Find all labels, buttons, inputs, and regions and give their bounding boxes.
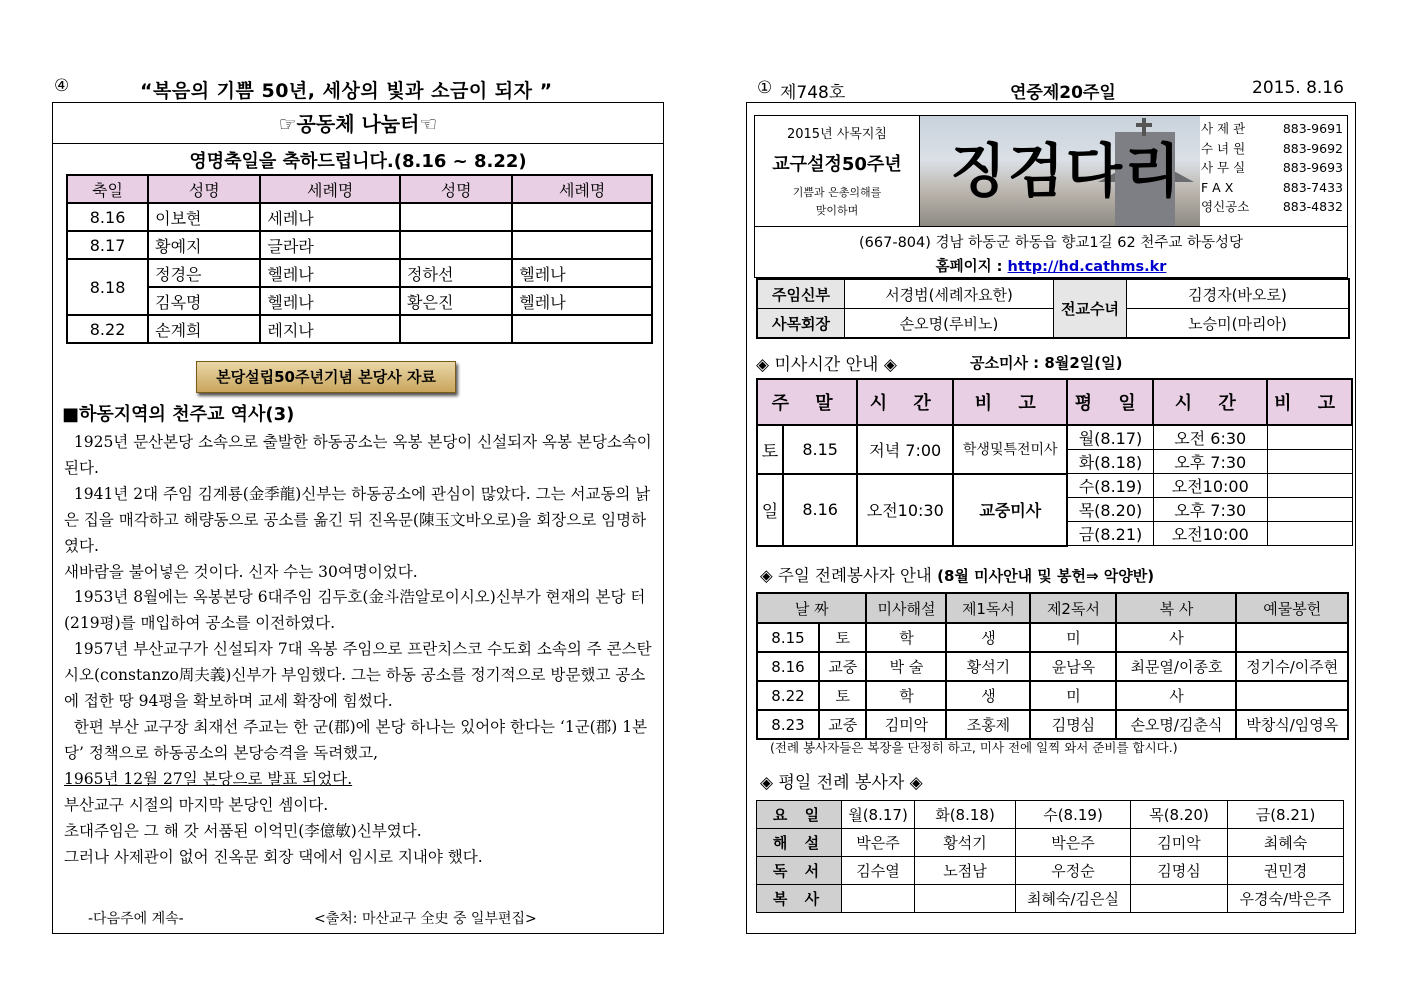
server-reading2: 미 (1030, 681, 1116, 710)
contact-value: 883-9691 (1282, 121, 1343, 136)
church-address: (667-804) 경남 하동군 하동읍 향교1길 62 천주교 하동성당 (859, 235, 1243, 251)
homepage (754, 255, 1348, 276)
feast-baptism (512, 315, 652, 343)
server-reading2: 윤남옥 (1030, 652, 1116, 681)
feast-header-baptism: 세례명 (260, 175, 400, 203)
server-altar: 사 (1116, 681, 1236, 710)
feast-name (400, 315, 512, 343)
server-header: 예물봉헌 (1236, 593, 1348, 623)
table-row (757, 710, 1348, 739)
community-header: ☞공동체 나눔터☜ (52, 104, 664, 144)
table-row (757, 623, 1348, 652)
server-commentary: 박 술 (866, 652, 946, 681)
mass-weekday-note (1267, 522, 1352, 546)
feast-title: 영명축일을 축하드립니다.(8.16 ~ 8.22) (189, 151, 527, 172)
mass-header: 주 말 (757, 379, 857, 425)
server-header: 제1독서 (946, 593, 1030, 623)
table-row (757, 829, 1344, 857)
contact-value: 883-9693 (1282, 160, 1343, 176)
weekday-commentary: 박은주 (1016, 829, 1131, 857)
staff-pastor: 서경범(세례자요한) (845, 279, 1054, 309)
history-paragraph: 1925년 문산본당 소속으로 출발한 하동공소는 옥봉 본당이 신설되자 옥봉 본당소속이 된다. (64, 433, 657, 477)
mass-weekend-day: 토 (757, 425, 783, 474)
server-commentary: 학 (866, 623, 946, 652)
feast-date: 8.17 (67, 231, 148, 259)
server-header: 미사해설 (866, 593, 946, 623)
feast-name (400, 231, 512, 259)
feast-name (400, 203, 512, 231)
mass-weekday-day: 수(8.19) (1067, 474, 1153, 498)
mass-header: 비 고 (1267, 379, 1352, 425)
table-row (757, 885, 1344, 913)
weekday-reading: 권민경 (1228, 857, 1344, 885)
weekday-day: 월(8.17) (842, 801, 915, 829)
mass-weekday-note (1267, 450, 1352, 474)
server-reading1: 생 (946, 623, 1030, 652)
mass-weekday-time: 오후 7:30 (1153, 498, 1267, 522)
table-row (757, 309, 1349, 339)
staff-label: 사목회장 (757, 309, 845, 339)
feast-date: 8.22 (67, 315, 148, 343)
contact-label: 수 녀 원 (1201, 140, 1246, 156)
server-offering: 박창식/임영옥 (1236, 710, 1348, 739)
history-paragraph: 그러나 사제관이 없어 진옥문 회장 댁에서 임시로 지내야 했다. (64, 847, 483, 866)
feast-name: 이보현 (148, 203, 260, 231)
server-header: 복 사 (1116, 593, 1236, 623)
feast-table (66, 174, 653, 344)
feast-header-baptism: 세례명 (512, 175, 652, 203)
server-header: 제2독서 (1030, 593, 1116, 623)
contact-row (1201, 158, 1347, 178)
server-altar: 최문열/이종호 (1116, 652, 1236, 681)
contact-row (1201, 119, 1347, 139)
anniversary-banner: 본당설립50주년기념 본당사 자료 (196, 361, 456, 393)
server-reading2: 미 (1030, 623, 1116, 652)
contact-row (1201, 197, 1347, 217)
contact-row (1201, 139, 1347, 159)
contact-row (1201, 178, 1347, 198)
server-commentary: 학 (866, 681, 946, 710)
server-heading (760, 562, 1154, 586)
right-page-number: ① (757, 78, 773, 98)
mass-weekend-time: 저녁 7:00 (857, 425, 953, 474)
server-type: 교중 (819, 652, 866, 681)
server-altar: 손오명/김춘식 (1116, 710, 1236, 739)
history-paragraph: 1953년 8월에는 옥봉본당 6대주임 김두호(金斗浩알로이시오)신부가 현재의 본당 터(219평)를 매입하여 공소를 이전하였다. (64, 588, 646, 633)
table-row (67, 259, 652, 287)
contact-label: 사 제 관 (1201, 121, 1246, 136)
weekday-label: 요 일 (757, 801, 842, 829)
server-type: 교중 (819, 710, 866, 739)
table-row (67, 231, 652, 259)
homepage-label: 홈페이지 : (935, 259, 1008, 275)
mass-weekend-date: 8.16 (783, 474, 857, 546)
weekday-label: 독 서 (757, 857, 842, 885)
feast-name: 정경은 (148, 259, 260, 287)
left-page-number: ④ (54, 76, 70, 96)
table-row (757, 801, 1344, 829)
history-paragraph: 1941년 2대 주임 김계룡(金季龍)신부는 하동공소에 관심이 많았다. 그는 서교동의 낡은 집을 매각하고 해량동으로 공소를 옮긴 뒤 진옥문(陳玉文바오로)을 회장으로 임명하였다. (64, 484, 651, 555)
staff-sister: 노승미(마리아) (1127, 309, 1350, 339)
weekday-reading: 우정순 (1016, 857, 1131, 885)
weekday-server (842, 885, 915, 913)
feast-name: 황예지 (148, 231, 260, 259)
mass-weekend-note: 교중미사 (953, 474, 1067, 546)
feast-baptism (512, 203, 652, 231)
pastoral-guideline (755, 116, 920, 226)
server-offering (1236, 623, 1348, 652)
mass-weekday-note (1267, 474, 1352, 498)
pastoral-goal: 교구설정50주년 (772, 154, 902, 175)
server-reading1: 조홍제 (946, 710, 1030, 739)
feast-name: 손계희 (148, 315, 260, 343)
mass-weekend-note: 학생및특전미사 (953, 425, 1067, 474)
weekday-server: 최혜숙/김은실 (1016, 885, 1131, 913)
mass-header: 시 간 (857, 379, 953, 425)
contact-label: 영신공소 (1201, 199, 1250, 215)
history-paragraph: 부산교구 시절의 마지막 본당인 셈이다. (64, 795, 329, 814)
feast-header-name: 성명 (400, 175, 512, 203)
table-row (67, 287, 652, 315)
mass-table (756, 378, 1353, 547)
weekday-label: 복 사 (757, 885, 842, 913)
staff-council: 손오명(루비노) (845, 309, 1054, 339)
feast-name: 황은진 (400, 287, 512, 315)
mass-heading: ◈ 미사시간 안내 ◈ (756, 355, 897, 375)
server-header: 날 짜 (757, 593, 866, 623)
table-row (67, 203, 652, 231)
server-date: 8.22 (757, 681, 819, 710)
server-date: 8.15 (757, 623, 819, 652)
staff-table (756, 278, 1350, 339)
sunday-title: 연중제20주일 (1010, 83, 1116, 103)
feast-header-name: 성명 (148, 175, 260, 203)
mass-weekday-day: 월(8.17) (1067, 425, 1153, 450)
table-row (757, 652, 1348, 681)
pastoral-year: 2015년 사목지침 (786, 127, 887, 142)
weekday-label: 해 설 (757, 829, 842, 857)
contact-value: 883-9692 (1282, 140, 1343, 156)
weekday-reading: 김명심 (1131, 857, 1228, 885)
weekday-table (756, 800, 1344, 913)
table-row (757, 474, 1352, 498)
homepage-link[interactable]: http://hd.cathms.kr (1007, 259, 1167, 275)
history-paragraph: 초대주임은 그 해 갓 서품된 이억민(李億敏)신부였다. (64, 821, 422, 840)
issue-number: 제748호 (780, 83, 846, 103)
feast-name: 정하선 (400, 259, 512, 287)
pastoral-subtitle: 기쁨과 은총의해를 (792, 186, 882, 199)
feast-date: 8.16 (67, 203, 148, 231)
feast-baptism: 세레나 (260, 203, 400, 231)
contact-value: 883-7433 (1282, 179, 1343, 195)
mass-weekday-day: 목(8.20) (1067, 498, 1153, 522)
feast-header-date: 축일 (67, 175, 148, 203)
mass-weekday-day: 금(8.21) (1067, 522, 1153, 546)
server-reading1: 황석기 (946, 652, 1030, 681)
feast-name: 김옥명 (148, 287, 260, 315)
weekday-commentary: 황석기 (915, 829, 1016, 857)
weekday-reading: 노점남 (915, 857, 1016, 885)
server-type: 토 (819, 623, 866, 652)
feast-baptism: 글라라 (260, 231, 400, 259)
server-offering (1236, 681, 1348, 710)
feast-baptism: 헬레나 (512, 259, 652, 287)
history-text (64, 430, 656, 870)
table-row (757, 279, 1349, 309)
server-commentary: 김미악 (866, 710, 946, 739)
feast-baptism: 헬레나 (260, 287, 400, 315)
server-heading-text: ◈ 주일 전례봉사자 안내 (760, 566, 932, 585)
server-offering: 정기수/이주현 (1236, 652, 1348, 681)
history-underlined: 1965년 12월 27일 본당으로 발표 되었다. (64, 769, 353, 788)
table-row (67, 315, 652, 343)
history-paragraph: 새바람을 불어넣은 것이다. 신자 수는 30여명이었다. (64, 562, 418, 581)
pastoral-subtitle: 맞이하며 (815, 204, 859, 217)
weekday-commentary: 박은주 (842, 829, 915, 857)
contact-value: 883-4832 (1282, 199, 1343, 215)
mass-weekday-day: 화(8.18) (1067, 450, 1153, 474)
server-table (756, 592, 1349, 740)
weekday-heading: ◈ 평일 전례 봉사자 ◈ (760, 773, 923, 793)
server-date: 8.23 (757, 710, 819, 739)
history-paragraph: 1957년 부산교구가 신설되자 7대 옥봉 주임으로 프란치스코 수도회 소속의 주 콘스탄시오(constanzo周夫義)신부가 부임했다. 그는 하동 공소를 정기적으로 방문했고 공소에 접한 땅 94평을 확보하며 교세 확장에 힘썼다. (64, 640, 652, 711)
contact-label: 사 무 실 (1201, 160, 1246, 176)
mass-weekday-note (1267, 498, 1352, 522)
table-row (757, 425, 1352, 450)
weekday-commentary: 김미악 (1131, 829, 1228, 857)
mass-weekend-day: 일 (757, 474, 783, 546)
mass-weekday-time: 오전 6:30 (1153, 425, 1267, 450)
weekday-day: 목(8.20) (1131, 801, 1228, 829)
mission-mass: 공소미사 : 8월2일(일) (970, 354, 1123, 372)
mass-weekday-note (1267, 425, 1352, 450)
staff-label: 주임신부 (757, 279, 845, 309)
weekday-reading: 김수열 (842, 857, 915, 885)
server-reading2: 김명심 (1030, 710, 1116, 739)
history-paragraph: 한편 부산 교구장 최재선 주교는 한 군(郡)에 본당 하나는 있어야 한다는 ‘1군(郡) 1본당’ 정책으로 하동공소의 본당승격을 독려했고, (64, 717, 648, 762)
mass-header: 시 간 (1153, 379, 1267, 425)
mass-table-header (757, 379, 1352, 425)
weekday-server (915, 885, 1016, 913)
mass-weekend-time: 오전10:30 (857, 474, 953, 546)
mass-weekend-date: 8.15 (783, 425, 857, 474)
feast-baptism: 헬레나 (260, 259, 400, 287)
newsletter-title: 징검다리 (950, 137, 1183, 205)
server-reading1: 생 (946, 681, 1030, 710)
mass-header: 비 고 (953, 379, 1067, 425)
server-type: 토 (819, 681, 866, 710)
feast-baptism: 헬레나 (512, 287, 652, 315)
church-photo (920, 116, 1200, 226)
feast-baptism (512, 231, 652, 259)
feast-table-header (67, 175, 652, 203)
source-note: <출처: 마산교구 全史 중 일부편집> (314, 911, 537, 927)
weekday-server: 우경숙/박은주 (1228, 885, 1344, 913)
weekday-day: 금(8.21) (1228, 801, 1344, 829)
server-heading-note: (8월 미사안내 및 봉헌⇒ 악양반) (937, 567, 1155, 585)
staff-sister: 김경자(바오로) (1127, 279, 1350, 309)
issue-date: 2015. 8.16 (1252, 78, 1344, 98)
server-note: (전례 봉사자들은 복장을 단정히 하고, 미사 전에 일찍 와서 준비를 합시다.) (770, 740, 1178, 755)
weekday-server (1131, 885, 1228, 913)
weekday-commentary: 최혜숙 (1228, 829, 1344, 857)
table-row (757, 681, 1348, 710)
contact-label: F A X (1201, 179, 1234, 195)
mass-header: 평 일 (1067, 379, 1153, 425)
feast-baptism: 레지나 (260, 315, 400, 343)
contact-list (1201, 119, 1347, 217)
mass-weekday-time: 오전10:00 (1153, 522, 1267, 546)
server-altar: 사 (1116, 623, 1236, 652)
continued-note: -다음주에 계속- (88, 911, 184, 927)
mass-weekday-time: 오전10:00 (1153, 474, 1267, 498)
server-date: 8.16 (757, 652, 819, 681)
slogan: “복음의 기쁨 50년, 세상의 빛과 소금이 되자 ” (140, 80, 553, 102)
history-title: ■하동지역의 천주교 역사(3) (62, 404, 295, 425)
weekday-day: 화(8.18) (915, 801, 1016, 829)
mass-weekday-time: 오후 7:30 (1153, 450, 1267, 474)
staff-label: 전교수녀 (1054, 279, 1127, 338)
feast-date: 8.18 (67, 259, 148, 315)
weekday-day: 수(8.19) (1016, 801, 1131, 829)
server-table-header (757, 593, 1348, 623)
table-row (757, 857, 1344, 885)
